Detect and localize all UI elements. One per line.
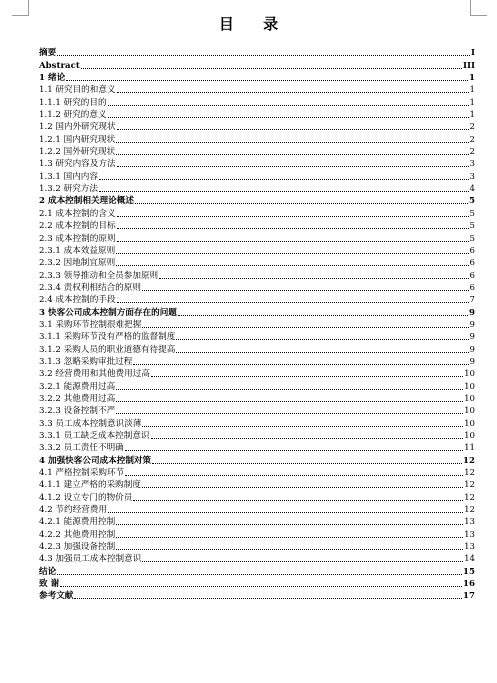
toc-entry-label: 3.2.1 能源费用过高 [39,381,116,392]
toc-entry-label: 4.2.1 能源费用控制 [39,517,116,528]
toc-entry-page-number: 11 [464,443,475,454]
toc-entry-label: 1.1.1 研究的目的 [39,97,107,108]
toc-entry-label: 1.1.2 研究的意义 [39,110,107,121]
toc-entry-page-number: 10 [464,418,475,429]
dot-leader [57,574,462,575]
dot-leader [142,487,463,488]
toc-entry[interactable] [39,306,475,318]
toc-entry-label: 4.1.1 建立严格的采购制度 [39,480,141,491]
dot-leader [142,290,469,291]
toc-entry[interactable] [39,207,475,219]
toc-entry-page-number: 9 [469,319,475,330]
dot-leader [125,450,463,451]
dot-leader [117,228,469,229]
toc-entry[interactable] [39,158,475,170]
toc-entry-page-number: 12 [464,480,475,491]
toc-entry[interactable] [39,368,475,380]
toc-entry[interactable] [39,331,475,343]
toc-entry-page-number: 15 [463,566,475,577]
toc-entry-page-number: 4 [469,184,475,195]
toc-entry-page-number: 7 [469,295,475,306]
toc-entry[interactable] [39,319,475,331]
dot-leader [117,241,469,242]
dot-leader [152,463,462,464]
toc-entry[interactable] [39,232,475,244]
toc-entry-page-number: 17 [463,591,475,602]
toc-entry-label: 致 谢 [39,579,60,590]
toc-entry-page-number: 1 [469,97,475,108]
toc-entry[interactable] [39,491,475,503]
toc-entry-page-number: 10 [464,381,475,392]
toc-entry[interactable] [39,405,475,417]
toc-entry-label: 4.2.3 加强设备控制 [39,542,116,553]
dot-leader [142,327,468,328]
dot-leader [99,179,469,180]
toc-entry[interactable] [39,220,475,232]
toc-entry-label: 4.3 加强员工成本控制意识 [39,554,142,565]
dot-leader [176,352,468,353]
toc-entry-page-number: 1 [469,73,475,84]
toc-entry[interactable] [39,282,475,294]
toc-entry-label: 2.2 成本控制的目标 [39,221,116,232]
toc-entry[interactable] [39,467,475,479]
dot-leader [142,426,463,427]
toc-entry-label: 3.3.1 员工缺乏成本控制意识 [39,431,150,441]
toc-entry[interactable] [39,84,475,96]
toc-entry-page-number: 16 [463,579,475,590]
dot-leader [116,265,468,266]
toc-entry-label: 2.3.4 责权利相结合的原则 [39,282,141,293]
toc-entry-page-number: 1 [469,110,475,121]
toc-entry-page-number: 3 [469,171,475,182]
toc-entry-page-number: 13 [464,517,475,528]
dot-leader [178,315,468,316]
toc-entry-page-number: 9 [469,356,475,367]
toc-entry-label: 3.1.3 忽略采购审批过程 [39,356,133,367]
toc-entry[interactable] [39,257,475,269]
toc-entry-page-number: I [470,48,475,59]
toc-entry[interactable] [39,504,475,516]
toc-entry-label: 4.2 节约经营费用 [39,505,107,516]
toc-entry-page-number: 14 [464,554,475,565]
toc-entry-page-number: 10 [464,406,475,417]
toc-entry[interactable] [39,528,475,540]
toc-entry[interactable] [39,121,475,133]
toc-entry[interactable] [39,195,475,207]
toc-entry-page-number: 12 [464,505,475,516]
toc-entry[interactable] [39,109,475,121]
toc-entry[interactable] [39,96,475,108]
toc-entry-label: 1.3 研究内容及方法 [39,159,116,170]
toc-entry[interactable] [39,146,475,158]
dot-leader [125,475,463,476]
dot-leader [116,413,463,414]
dot-leader [116,389,463,390]
toc-entry[interactable] [39,269,475,281]
page-title: 目 录 [218,15,291,33]
dot-leader [116,253,468,254]
toc-entry-page-number: 10 [464,393,475,404]
dot-leader [108,512,463,513]
toc-entry-label: 4 加强快客公司成本控制对策 [39,455,152,466]
table-of-contents [39,47,475,602]
dot-leader [108,117,469,118]
toc-entry-label: 1.3.1 国内内容 [39,171,98,182]
dot-leader [116,537,463,538]
toc-entry[interactable] [39,245,475,257]
dot-leader [66,80,468,81]
toc-entry-label: 摘要 [39,48,57,59]
toc-entry-label: 参考文献 [39,591,74,602]
toc-entry-label: 2.3.3 领导推动和全员参加原则 [39,270,159,281]
dot-leader [117,92,469,93]
toc-entry-label: 2.1 成本控制的含义 [39,208,116,219]
dot-leader [116,154,468,155]
toc-entry-label: 4.1 严格控制采购环节 [39,468,125,479]
dot-leader [108,105,469,106]
toc-entry[interactable] [39,442,475,454]
toc-entry-page-number: 5 [469,221,475,232]
toc-entry[interactable] [39,356,475,368]
dot-leader [116,524,463,525]
toc-entry-label: Abstract [39,60,80,71]
toc-entry[interactable] [39,343,475,355]
toc-entry-label: 2.4 成本控制的手段 [39,295,116,306]
dot-leader [117,129,469,130]
dot-leader [99,191,469,192]
toc-entry-page-number: 5 [469,196,475,207]
dot-leader [116,142,468,143]
toc-entry-page-number: 9 [469,307,475,318]
toc-entry-page-number: 1 [469,85,475,96]
toc-entry[interactable] [39,516,475,528]
dot-leader [117,302,469,303]
dot-leader [133,364,468,365]
toc-entry-page-number: 6 [469,270,475,281]
toc-entry[interactable] [39,578,475,590]
dot-leader [176,339,468,340]
dot-leader [133,500,463,501]
toc-entry[interactable] [39,47,475,59]
toc-entry-page-number: 12 [464,492,475,503]
toc-entry[interactable] [39,183,475,195]
toc-entry-label: 3.3 员工成本控制意识淡薄 [39,418,142,429]
toc-entry-label: 1.3.2 研究方法 [39,184,98,195]
toc-entry-label: 3.2 经营费用和其他费用过高 [39,369,150,380]
toc-entry[interactable] [39,590,475,602]
toc-entry-label: 3.2.3 设备控制不严 [39,406,116,417]
toc-entry-page-number: 9 [469,344,475,355]
toc-entry-label: 4.1.2 设立专门的物价员 [39,492,133,503]
dot-leader [142,561,463,562]
toc-entry-label: 1.2.1 国内研究现状 [39,134,116,145]
toc-entry-page-number: 6 [469,282,475,293]
toc-entry-page-number: 5 [469,233,475,244]
toc-entry-label: 3.3.2 员工责任不明确 [39,443,124,454]
toc-entry-page-number: 9 [469,332,475,343]
toc-entry-label: 2.3.2 因地制宜原则 [39,258,116,269]
toc-entry-label: 2 成本控制相关理论概述 [39,196,134,207]
dot-leader [57,55,470,56]
dot-leader [60,586,462,587]
toc-entry-page-number: 6 [469,245,475,256]
toc-entry-label: 2.3 成本控制的原则 [39,233,116,244]
toc-entry-label: 2.3.1 成本效益原则 [39,245,116,256]
toc-entry-page-number: 6 [469,258,475,269]
toc-entry[interactable] [39,565,475,577]
toc-entry[interactable] [39,380,475,392]
toc-entry-label: 结论 [39,566,57,577]
toc-entry[interactable] [39,170,475,182]
toc-entry-label: 1.1 研究目的和意义 [39,85,116,96]
toc-entry[interactable] [39,59,475,71]
toc-entry[interactable] [39,430,475,442]
toc-entry-label: 3.1.1 采购环节没有严格的监督制度 [39,332,176,343]
toc-entry[interactable] [39,294,475,306]
dot-leader [74,598,462,599]
dot-leader [116,401,463,402]
toc-entry-page-number: 12 [463,455,475,466]
toc-entry[interactable] [39,393,475,405]
dot-leader [117,166,469,167]
dot-leader [159,278,468,279]
toc-entry-label: 4.2.2 其他费用控制 [39,529,116,540]
toc-entry-page-number: 3 [469,159,475,170]
dot-leader [81,68,462,69]
toc-entry-label: 3.1 采购环节控制很难把握 [39,319,142,330]
dot-leader [116,549,463,550]
toc-entry-label: 1.2 国内外研究现状 [39,122,116,133]
toc-entry-page-number: 13 [464,542,475,553]
toc-entry[interactable] [39,133,475,145]
toc-entry[interactable] [39,72,475,84]
toc-entry-page-number: 2 [469,122,475,133]
toc-entry-label: 3.2.2 其他费用过高 [39,393,116,404]
toc-entry[interactable] [39,541,475,553]
toc-entry-label: 3 快客公司成本控制方面存在的问题 [39,307,177,318]
dot-leader [117,216,469,217]
toc-entry[interactable] [39,553,475,565]
toc-entry-page-number: 5 [469,208,475,219]
dot-leader [135,203,468,204]
toc-entry-page-number: 10 [464,369,475,380]
toc-entry-page-number: 10 [464,431,475,441]
toc-entry-page-number: 2 [469,147,475,158]
dot-leader [151,438,464,439]
dot-leader [151,376,463,377]
toc-entry-page-number: III [462,60,475,71]
toc-entry[interactable] [39,417,475,429]
toc-entry-label: 1 绪论 [39,73,66,84]
toc-entry-label: 3.1.2 采购人员的职业道德有待提高 [39,344,176,355]
toc-entry-page-number: 12 [464,468,475,479]
toc-entry-page-number: 13 [464,529,475,540]
toc-entry-label: 1.2.2 国外研究现状 [39,147,116,158]
toc-entry[interactable] [39,454,475,466]
toc-entry[interactable] [39,479,475,491]
toc-entry-page-number: 2 [469,134,475,145]
